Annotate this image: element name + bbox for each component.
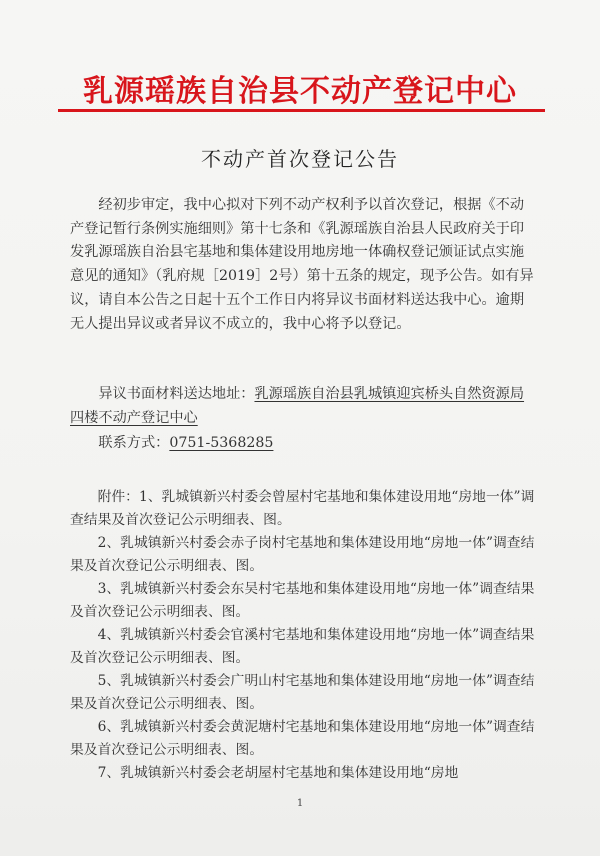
notice-body-paragraph: 经初步审定，我中心拟对下列不动产权利予以首次登记，根据《不动产登记暂行条例实施细则》第十七条和《乳源瑶族自治县人民政府关于印发乳源瑶族自治县宅基地和集体建设用地房地一体确权登记颁证试点实施意见的通知》（乳府规［2019］2号）第十五条的规定，现予公告。如有异议，请自本公告之日起十五个工作日内将异议书面材料送达我中心。逾期无人提出异议或者异议不成立的，我中心将予以登记。 (70, 197, 534, 332)
page-number: 1 (296, 798, 304, 809)
org-header-title: 乳源瑶族自治县不动产登记中心 (83, 74, 517, 109)
attachment-item: 6、乳城镇新兴村委会黄泥塘村宅基地和集体建设用地“房地一体”调查结果及首次登记公示明细表、图。 (70, 719, 535, 758)
address-value: 乳源瑶族自治县乳城镇迎宾桥头自然资源局四楼不动产登记中心 (70, 386, 525, 426)
attachment-item: 2、乳城镇新兴村委会赤子岗村宅基地和集体建设用地“房地一体”调查结果及首次登记公示明细表、图。 (70, 535, 535, 574)
contact-label: 联系方式： (98, 435, 170, 451)
attachment-item: 5、乳城镇新兴村委会广明山村宅基地和集体建设用地“房地一体”调查结果及首次登记公示明细表、图。 (70, 673, 535, 712)
attachments-list (70, 486, 535, 785)
attachment-item: 附件：1、乳城镇新兴村委会曾屋村宅基地和集体建设用地“房地一体”调查结果及首次登记公示明细表、图。 (70, 489, 535, 528)
attachment-item: 7、乳城镇新兴村委会老胡屋村宅基地和集体建设用地“房地 (97, 765, 459, 781)
attachments-label: 附件： (97, 489, 139, 505)
contact-phone: 0751-5368285 (169, 435, 274, 451)
header-red-rule (58, 109, 545, 112)
notice-title: 不动产首次登记公告 (201, 147, 399, 171)
objection-address (70, 383, 535, 430)
contact-info (70, 432, 535, 456)
attachment-item: 4、乳城镇新兴村委会官溪村宅基地和集体建设用地“房地一体”调查结果及首次登记公示明细表、图。 (70, 627, 535, 666)
attachment-item: 3、乳城镇新兴村委会东吴村宅基地和集体建设用地“房地一体”调查结果及首次登记公示明细表、图。 (70, 581, 535, 620)
address-label: 异议书面材料送达地址： (98, 386, 255, 402)
